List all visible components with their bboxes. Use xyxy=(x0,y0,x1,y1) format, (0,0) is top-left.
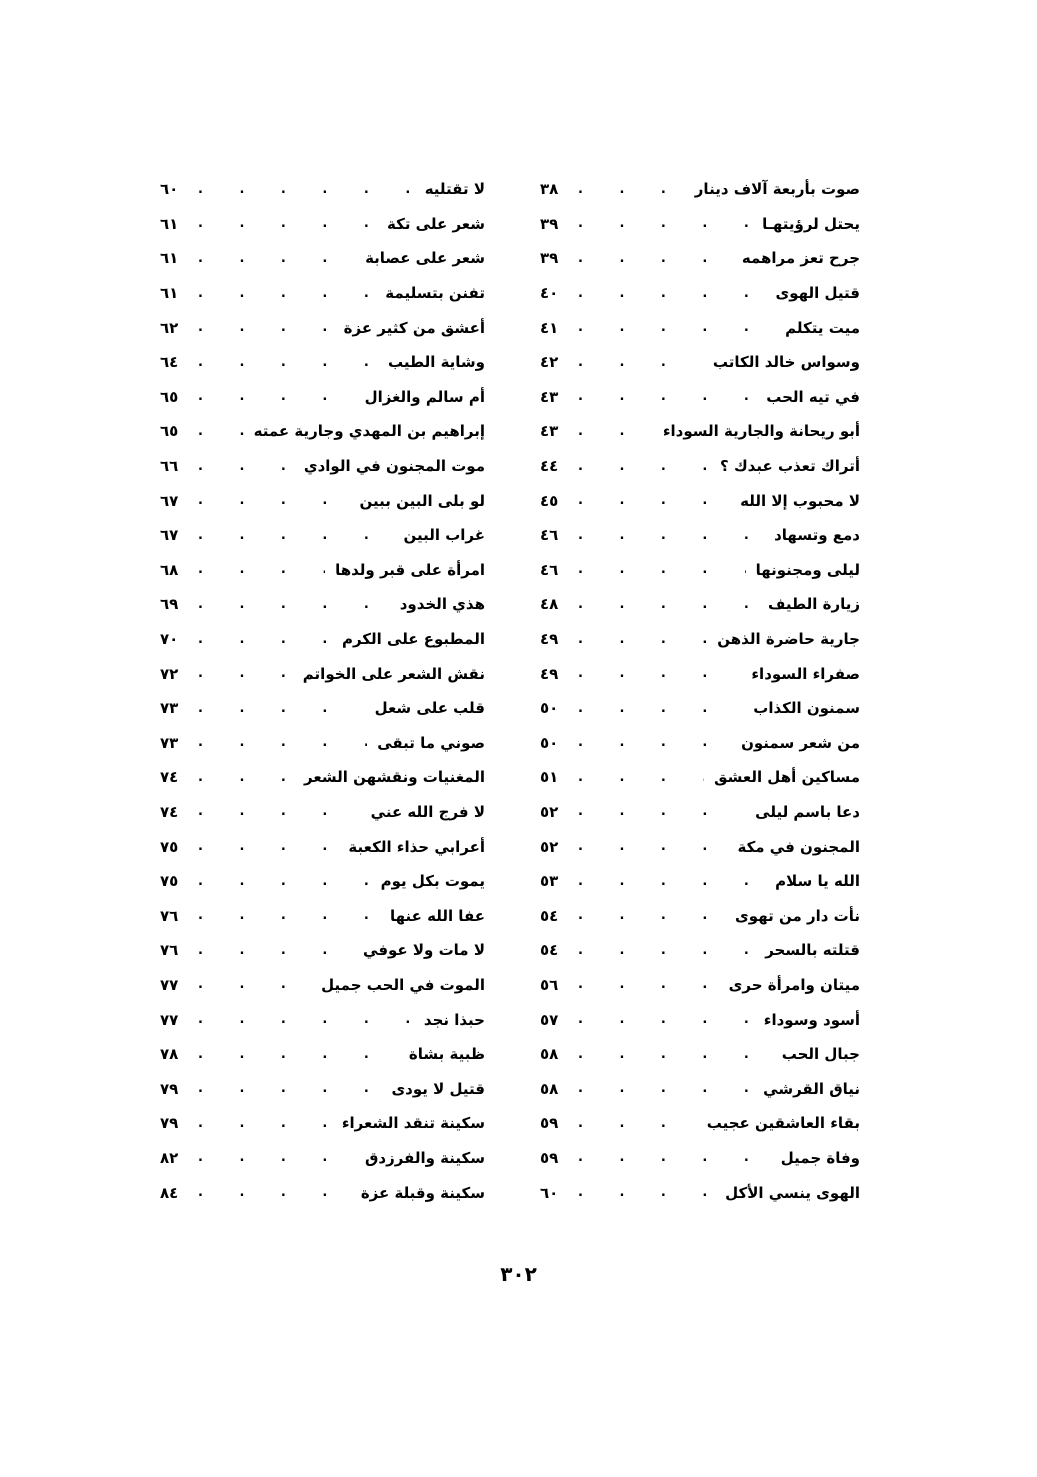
toc-entry-title: قتلته بالسحر xyxy=(765,941,860,960)
toc-entry xyxy=(160,414,485,449)
toc-entry-title: جارية حاضرة الذهن xyxy=(717,630,860,649)
toc-entry-page: ٦١ xyxy=(160,249,179,268)
toc-entry xyxy=(540,1106,860,1141)
toc-entry-page: ٦٦ xyxy=(160,457,179,476)
dot-leader xyxy=(578,667,741,680)
toc-entry-title: أم سالم والغزال xyxy=(364,387,485,406)
dot-leader xyxy=(578,425,653,438)
toc-entry-page: ٧٦ xyxy=(160,906,179,925)
toc-entry xyxy=(540,1141,860,1176)
dot-leader xyxy=(578,1082,753,1095)
dot-leader xyxy=(578,702,743,715)
page-number: ٣٠٢ xyxy=(500,1262,537,1286)
toc-entry-page: ٧٥ xyxy=(160,837,179,856)
toc-entry-page: ٥٤ xyxy=(540,941,559,960)
dot-leader xyxy=(198,390,355,403)
dot-leader xyxy=(578,840,727,853)
dot-leader xyxy=(198,598,390,611)
toc-entry-title: المطبوع على الكرم xyxy=(341,630,485,649)
toc-entry-title: ميتان وامرأة حرى xyxy=(728,975,860,994)
dot-leader xyxy=(198,771,294,784)
dot-leader xyxy=(578,563,746,576)
toc-entry xyxy=(160,587,485,622)
toc-entry-title: دعا باسم ليلى xyxy=(755,802,860,821)
dot-leader xyxy=(578,1013,754,1026)
toc-entry xyxy=(540,587,860,622)
dot-leader xyxy=(578,598,758,611)
toc-entry xyxy=(160,276,485,311)
dot-leader xyxy=(198,321,334,334)
toc-entry-page: ٦١ xyxy=(160,284,179,303)
dot-leader xyxy=(578,875,765,888)
dot-leader xyxy=(198,217,377,230)
dot-leader xyxy=(578,494,730,507)
dot-leader xyxy=(578,217,752,230)
toc-entry-page: ٥٢ xyxy=(540,837,559,856)
toc-entry-page: ٧٠ xyxy=(160,630,179,649)
toc-entry xyxy=(540,1071,860,1106)
toc-entry xyxy=(540,207,860,242)
toc-entry-title: قتيل الهوى xyxy=(775,284,860,303)
toc-entry xyxy=(540,483,860,518)
toc-entry xyxy=(160,172,485,207)
toc-entry-page: ٦٨ xyxy=(160,560,179,579)
toc-entry xyxy=(540,1002,860,1037)
dot-leader xyxy=(578,633,707,646)
toc-entry-title: ليلى ومجنونها xyxy=(755,560,860,579)
toc-entry-title: دمع وتسهاد xyxy=(774,526,860,545)
toc-entry-page: ٤٣ xyxy=(540,387,559,406)
toc-entry-title: موت المجنون في الوادي xyxy=(303,457,485,476)
dot-leader xyxy=(578,287,765,300)
dot-leader xyxy=(198,667,293,680)
dot-leader xyxy=(198,529,393,542)
toc-entry-title: قلب على شعل xyxy=(374,699,485,718)
toc-entry xyxy=(540,829,860,864)
dot-leader xyxy=(578,183,685,196)
dot-leader xyxy=(198,944,353,957)
toc-entry xyxy=(540,898,860,933)
toc-entry-page: ٤٦ xyxy=(540,526,559,545)
toc-entry-page: ٧٤ xyxy=(160,802,179,821)
toc-entry-page: ٥٠ xyxy=(540,733,559,752)
toc-entry-page: ٦٤ xyxy=(160,353,179,372)
dot-leader xyxy=(198,875,371,888)
toc-entry-title: لا فرج الله عني xyxy=(370,802,485,821)
toc-entry-page: ٥٢ xyxy=(540,802,559,821)
dot-leader xyxy=(198,1186,351,1199)
toc-entry-page: ٤٦ xyxy=(540,560,559,579)
dot-leader xyxy=(198,978,311,991)
toc-entry xyxy=(540,553,860,588)
toc-entry-page: ٤٩ xyxy=(540,630,559,649)
dot-leader xyxy=(198,252,355,265)
toc-entry xyxy=(160,1071,485,1106)
dot-leader xyxy=(198,840,338,853)
dot-leader xyxy=(578,321,775,334)
toc-entry xyxy=(540,795,860,830)
toc-entry xyxy=(160,518,485,553)
toc-entry-title: جرح تعز مراهمه xyxy=(741,249,860,268)
toc-entry-page: ٥١ xyxy=(540,768,559,787)
toc-entry xyxy=(540,933,860,968)
toc-entry-title: امرأة على قبر ولدها xyxy=(335,560,485,579)
toc-entry-page: ٧٧ xyxy=(160,975,179,994)
dot-leader xyxy=(198,494,349,507)
toc-entry xyxy=(160,310,485,345)
toc-entry xyxy=(160,1037,485,1072)
toc-entry xyxy=(160,483,485,518)
dot-leader xyxy=(198,1117,332,1130)
toc-entry xyxy=(160,1141,485,1176)
toc-entry-title: أسود وسوداء xyxy=(763,1010,860,1029)
toc-entry xyxy=(540,760,860,795)
toc-entry-title: صوني ما تبقى xyxy=(377,733,485,752)
toc-entry-page: ٥٠ xyxy=(540,699,559,718)
toc-entry-title: وشاية الطيب xyxy=(387,353,485,372)
toc-entry-title: قتيل لا يودى xyxy=(391,1079,485,1098)
toc-entry-page: ٤٤ xyxy=(540,457,559,476)
toc-entry-page: ٨٤ xyxy=(160,1183,179,1202)
toc-entry-title: هذي الخدود xyxy=(399,595,485,614)
toc-entry-page: ٧٩ xyxy=(160,1114,179,1133)
toc-entry xyxy=(160,760,485,795)
toc-entry xyxy=(160,449,485,484)
toc-entry-title: حبذا نجد xyxy=(423,1010,485,1029)
toc-entry xyxy=(540,310,860,345)
toc-entry-title: صفراء السوداء xyxy=(751,664,860,683)
dot-leader xyxy=(198,702,365,715)
toc-entry-page: ٧٩ xyxy=(160,1079,179,1098)
toc-entry-page: ٦٥ xyxy=(160,387,179,406)
toc-column-left xyxy=(160,172,485,1210)
dot-leader xyxy=(198,1082,381,1095)
toc-entry-page: ٥٤ xyxy=(540,906,559,925)
dot-leader xyxy=(578,771,704,784)
dot-leader xyxy=(578,1151,771,1164)
dot-leader xyxy=(198,1048,399,1061)
dot-leader xyxy=(578,356,703,369)
toc-entry xyxy=(160,968,485,1003)
toc-entry xyxy=(540,656,860,691)
toc-entry-title: نأت دار من تهوى xyxy=(735,906,860,925)
toc-entry xyxy=(160,829,485,864)
dot-leader xyxy=(578,978,719,991)
toc-entry xyxy=(160,1106,485,1141)
toc-entry xyxy=(160,207,485,242)
toc-entry-title: شعر على عصابة xyxy=(365,249,485,268)
toc-entry-page: ٥٨ xyxy=(540,1045,559,1064)
toc-entry-page: ٧٧ xyxy=(160,1010,179,1029)
toc-entry-page: ٤٥ xyxy=(540,491,559,510)
toc-entry-page: ٥٨ xyxy=(540,1079,559,1098)
toc-entry-title: نقش الشعر على الخواتم xyxy=(302,664,485,683)
toc-entry-title: سمنون الكذاب xyxy=(753,699,860,718)
toc-entry xyxy=(540,518,860,553)
toc-entry-title: المغنيات ونقشهن الشعر xyxy=(304,768,485,787)
dot-leader xyxy=(198,460,294,473)
toc-entry xyxy=(540,241,860,276)
toc-entry-title: صوت بأربعة آلاف دينار xyxy=(694,180,860,199)
toc-entry-page: ٤٩ xyxy=(540,664,559,683)
dot-leader xyxy=(198,183,415,196)
toc-entry-page: ٤٣ xyxy=(540,422,559,441)
dot-leader xyxy=(578,1186,715,1199)
dot-leader xyxy=(198,909,380,922)
toc-entry xyxy=(540,864,860,899)
toc-entry-page: ٦٠ xyxy=(160,180,179,199)
toc-entry xyxy=(540,1175,860,1210)
toc-entry xyxy=(160,345,485,380)
toc-entry xyxy=(160,622,485,657)
toc-entry-page: ٦٧ xyxy=(160,526,179,545)
toc-entry-page: ٧٣ xyxy=(160,733,179,752)
toc-entry-title: غراب البين xyxy=(403,526,485,545)
dot-leader xyxy=(198,805,361,818)
toc-entry xyxy=(540,1037,860,1072)
toc-entry-title: زيارة الطيف xyxy=(768,595,860,614)
toc-entry-page: ٥٧ xyxy=(540,1010,559,1029)
dot-leader xyxy=(578,1048,772,1061)
toc-entry-title: يموت بكل يوم xyxy=(380,872,485,891)
toc-entry-title: لا تقتليه xyxy=(424,180,485,199)
toc-entry xyxy=(160,241,485,276)
toc-entry xyxy=(540,691,860,726)
toc-entry-page: ٧٢ xyxy=(160,664,179,683)
toc-entry-page: ٦١ xyxy=(160,214,179,233)
toc-entry-title: تفنن بتسليمة xyxy=(385,284,485,303)
toc-entry-page: ٨٢ xyxy=(160,1148,179,1167)
toc-entry-page: ٧٥ xyxy=(160,872,179,891)
toc-entry-title: بقاء العاشقين عجيب xyxy=(706,1114,860,1133)
toc-entry-title: الهوى ينسي الأكل xyxy=(725,1183,860,1202)
toc-entry-title: المجنون في مكة xyxy=(737,837,860,856)
toc-entry-page: ٧٦ xyxy=(160,941,179,960)
toc-entry-page: ٤٨ xyxy=(540,595,559,614)
dot-leader xyxy=(578,529,764,542)
toc-entry-title: من شعر سمنون xyxy=(741,733,860,752)
toc-entry xyxy=(160,898,485,933)
toc-entry-page: ٥٦ xyxy=(540,975,559,994)
toc-entry-title: سكينة تنقد الشعراء xyxy=(341,1114,485,1133)
toc-entry xyxy=(160,1175,485,1210)
toc-entry-page: ٣٩ xyxy=(540,214,559,233)
toc-entry-page: ٣٨ xyxy=(540,180,559,199)
dot-leader xyxy=(578,390,756,403)
toc-entry xyxy=(160,380,485,415)
toc-entry-page: ٦٧ xyxy=(160,491,179,510)
dot-leader xyxy=(198,356,378,369)
toc-entry-title: شعر على تكة xyxy=(387,214,485,233)
toc-entry-page: ٥٩ xyxy=(540,1148,559,1167)
toc-entry xyxy=(540,726,860,761)
toc-entry-page: ٤١ xyxy=(540,318,559,337)
toc-entry-title: جبال الحب xyxy=(781,1045,860,1064)
dot-leader xyxy=(578,1117,697,1130)
dot-leader xyxy=(198,633,332,646)
toc-entry xyxy=(540,968,860,1003)
toc-entry-title: الله يا سلام xyxy=(775,872,860,891)
dot-leader xyxy=(198,1151,355,1164)
toc-entry-title: عفا الله عنها xyxy=(389,906,485,925)
toc-entry-page: ٤٠ xyxy=(540,284,559,303)
toc-column-right xyxy=(540,172,860,1210)
toc-entry-page: ٧٣ xyxy=(160,699,179,718)
toc-entry xyxy=(540,276,860,311)
dot-leader xyxy=(578,909,725,922)
toc-entry xyxy=(160,553,485,588)
dot-leader xyxy=(578,736,731,749)
toc-entry-page: ٦٢ xyxy=(160,318,179,337)
toc-entry-title: لا مات ولا عوفي xyxy=(363,941,485,960)
dot-leader xyxy=(578,252,732,265)
dot-leader xyxy=(198,425,244,438)
toc-entry-title: مساكين أهل العشق xyxy=(714,768,860,787)
toc-entry xyxy=(160,726,485,761)
dot-leader xyxy=(578,805,745,818)
toc-entry xyxy=(540,345,860,380)
dot-leader xyxy=(198,563,325,576)
toc-entry-page: ٣٩ xyxy=(540,249,559,268)
toc-entry-title: أبو ريحانة والجارية السوداء xyxy=(662,422,860,441)
toc-entry-page: ٥٣ xyxy=(540,872,559,891)
dot-leader xyxy=(198,1013,414,1026)
toc-entry-title: أعشق من كثير عزة xyxy=(343,318,485,337)
toc-entry xyxy=(540,414,860,449)
toc-entry-page: ٥٩ xyxy=(540,1114,559,1133)
toc-entry-title: نياق القرشي xyxy=(763,1079,860,1098)
toc-entry-title: سكينة وقبلة عزة xyxy=(360,1183,485,1202)
toc-entry-title: إبراهيم بن المهدي وجارية عمته xyxy=(253,422,485,441)
toc-entry-title: سكينة والفرزدق xyxy=(364,1148,485,1167)
toc-entry-page: ٦٥ xyxy=(160,422,179,441)
toc-entry xyxy=(160,1002,485,1037)
toc-entry-title: يحتل لرؤيتهـا xyxy=(762,214,860,233)
toc-entry-title: وفاة جميل xyxy=(780,1148,860,1167)
toc-entry xyxy=(160,864,485,899)
toc-entry-title: أتراك تعذب عبدك ؟ xyxy=(720,457,860,476)
toc-entry-title: ميت يتكلم xyxy=(785,318,860,337)
toc-entry xyxy=(160,691,485,726)
dot-leader xyxy=(578,460,710,473)
toc-entry xyxy=(540,622,860,657)
toc-entry-page: ٧٨ xyxy=(160,1045,179,1064)
toc-entry-title: أعرابي حذاء الكعبة xyxy=(348,837,485,856)
dot-leader xyxy=(578,944,755,957)
toc-entry-title: الموت في الحب جميل xyxy=(321,975,485,994)
dot-leader xyxy=(198,287,375,300)
toc-entry-title: في تيه الحب xyxy=(766,387,860,406)
dot-leader xyxy=(198,736,367,749)
toc-entry-title: لا محبوب إلا الله xyxy=(740,491,860,510)
toc-entry-title: وسواس خالد الكاتب xyxy=(712,353,860,372)
toc-entry xyxy=(540,172,860,207)
toc-entry-page: ٦٠ xyxy=(540,1183,559,1202)
toc-entry-title: لو بلى البين ببين xyxy=(359,491,485,510)
toc-entry xyxy=(540,380,860,415)
toc-entry xyxy=(160,656,485,691)
toc-entry-page: ٧٤ xyxy=(160,768,179,787)
toc-entry xyxy=(160,795,485,830)
toc-entry-title: ظبية بشاة xyxy=(408,1045,485,1064)
toc-entry-page: ٤٢ xyxy=(540,353,559,372)
toc-entry-page: ٦٩ xyxy=(160,595,179,614)
toc-entry xyxy=(160,933,485,968)
toc-entry xyxy=(540,449,860,484)
